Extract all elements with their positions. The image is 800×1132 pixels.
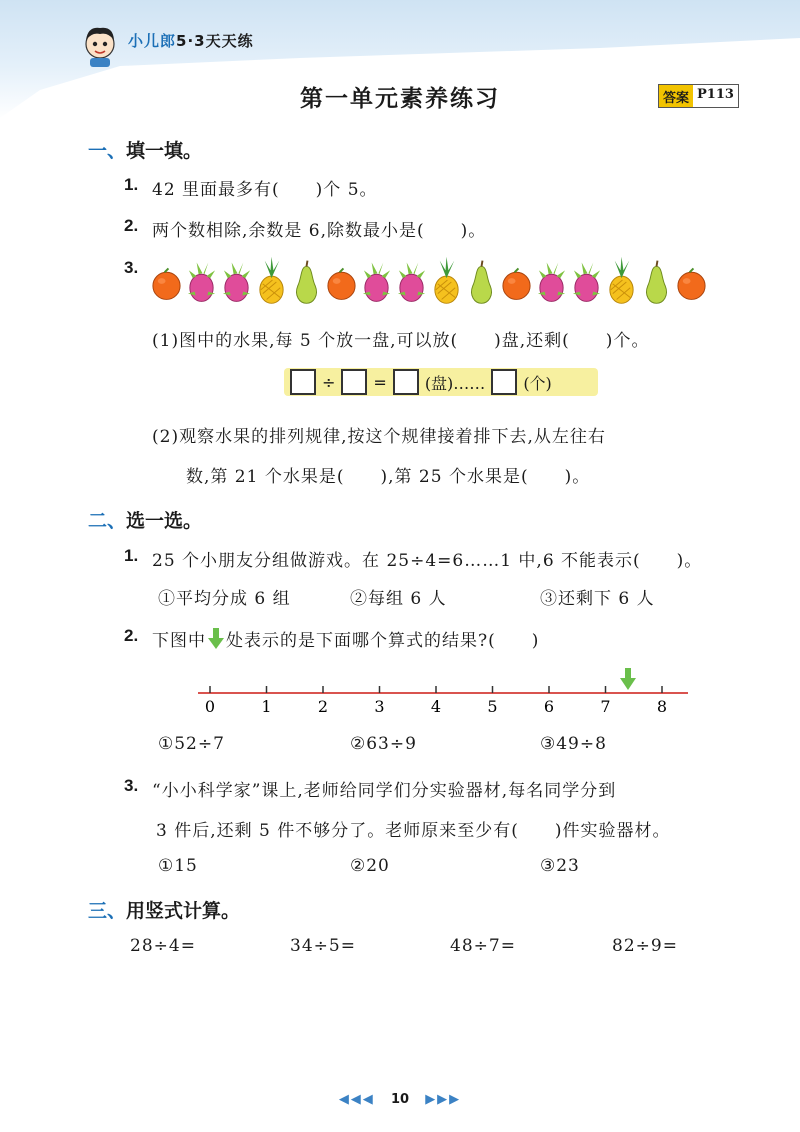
- number-line-label: 4: [430, 697, 442, 716]
- dragonfruit-icon: [185, 256, 218, 306]
- answer-page: P113: [693, 85, 738, 107]
- s1-q1-text: 42 里面最多有( )个 5。: [152, 180, 378, 200]
- pineapple-icon: [605, 256, 638, 306]
- pear-icon: [290, 256, 323, 306]
- calc-problem-1: 28÷4=: [130, 936, 196, 956]
- orange-icon: [325, 256, 358, 306]
- calc-problem-4: 82÷9=: [612, 936, 678, 956]
- pineapple-icon: [430, 256, 463, 306]
- s2-q1-option-3[interactable]: ③还剩下 6 人: [540, 589, 655, 609]
- orange-icon: [500, 256, 533, 306]
- number-line-label: 8: [656, 697, 668, 716]
- section2-title: 二、选一选。: [88, 510, 203, 532]
- dividend-blank[interactable]: [290, 369, 316, 395]
- calc-problem-2: 34÷5=: [290, 936, 356, 956]
- remainder-blank[interactable]: [491, 369, 517, 395]
- dragonfruit-icon: [535, 256, 568, 306]
- s2-q3-number: 3.: [124, 776, 139, 795]
- calc-problem-3: 48÷7=: [450, 936, 516, 956]
- divisor-blank[interactable]: [341, 369, 367, 395]
- number-line-label: 1: [261, 697, 272, 716]
- down-arrow-icon: [208, 628, 224, 650]
- dragonfruit-icon: [220, 256, 253, 306]
- pear-icon: [640, 256, 673, 306]
- s1-q3-2-line2: 数,第 21 个水果是( ),第 25 个水果是( )。: [186, 467, 591, 487]
- number-line-label: 7: [600, 697, 611, 716]
- section1-title: 一、填一填。: [88, 140, 203, 162]
- number-line-label: 3: [374, 697, 385, 716]
- brand-logo: 小儿郎5·3天天练: [128, 32, 254, 50]
- equals-sign: =: [373, 372, 387, 392]
- dragonfruit-icon: [395, 256, 428, 306]
- s2-q1-text: 25 个小朋友分组做游戏。在 25÷4=6……1 中,6 不能表示( )。: [152, 551, 703, 571]
- answer-reference: [658, 84, 739, 108]
- s1-q3-1-text: (1)图中的水果,每 5 个放一盘,可以放( )盘,还剩( )个。: [152, 331, 650, 351]
- quotient-unit: (盘)……: [424, 373, 486, 393]
- s1-q1-number: 1.: [124, 175, 139, 194]
- s2-q2-option-3[interactable]: ③49÷8: [540, 734, 607, 754]
- equation-box: [284, 368, 598, 396]
- number-line-label: 0: [204, 697, 216, 716]
- page-number: 10: [390, 1092, 410, 1107]
- s2-q3-line2: 3 件后,还剩 5 件不够分了。老师原来至少有( )件实验器材。: [156, 821, 671, 841]
- orange-icon: [150, 256, 183, 306]
- section3-title: 三、用竖式计算。: [88, 900, 241, 922]
- answer-label: 答案: [659, 85, 693, 107]
- s2-q1-option-2[interactable]: ②每组 6 人: [350, 589, 447, 609]
- number-line-label: 5: [487, 697, 498, 716]
- s1-q2-number: 2.: [124, 216, 139, 235]
- s2-q3-option-2[interactable]: ②20: [350, 856, 390, 876]
- s2-q1-number: 1.: [124, 546, 139, 565]
- number-line-arrow-icon: [620, 668, 636, 690]
- pineapple-icon: [255, 256, 288, 306]
- s2-q3-line1: “小小科学家”课上,老师给同学们分实验器材,每名同学分到: [152, 781, 617, 801]
- dragonfruit-icon: [360, 256, 393, 306]
- number-line-label: 6: [543, 697, 555, 716]
- s2-q1-option-1[interactable]: ①平均分成 6 组: [158, 589, 291, 609]
- page-title: 第一单元素养练习: [300, 86, 500, 112]
- s2-q2-text: 下图中 处表示的是下面哪个算式的结果?( ): [152, 626, 539, 651]
- prev-page-arrows[interactable]: ◀◀◀: [338, 1092, 375, 1107]
- mascot-icon: [80, 22, 120, 68]
- remainder-unit: (个): [523, 373, 552, 393]
- dragonfruit-icon: [570, 256, 603, 306]
- s1-q3-number: 3.: [124, 258, 139, 277]
- quotient-blank[interactable]: [393, 369, 419, 395]
- divide-sign: ÷: [322, 372, 336, 392]
- s2-q3-option-3[interactable]: ③23: [540, 856, 580, 876]
- s2-q2-option-1[interactable]: ①52÷7: [158, 734, 225, 754]
- s2-q2-option-2[interactable]: ②63÷9: [350, 734, 417, 754]
- number-line-label: 2: [317, 697, 329, 716]
- s1-q2-text: 两个数相除,余数是 6,除数最小是( )。: [152, 221, 487, 241]
- orange-icon: [675, 256, 708, 306]
- pear-icon: [465, 256, 498, 306]
- fruit-row: [150, 256, 720, 308]
- number-line: [196, 664, 690, 720]
- s1-q3-2-line1: (2)观察水果的排列规律,按这个规律接着排下去,从左往右: [152, 427, 606, 447]
- next-page-arrows[interactable]: ▶▶▶: [425, 1092, 462, 1107]
- page-footer: [0, 1092, 800, 1107]
- s2-q3-option-1[interactable]: ①15: [158, 856, 198, 876]
- s2-q2-number: 2.: [124, 626, 139, 645]
